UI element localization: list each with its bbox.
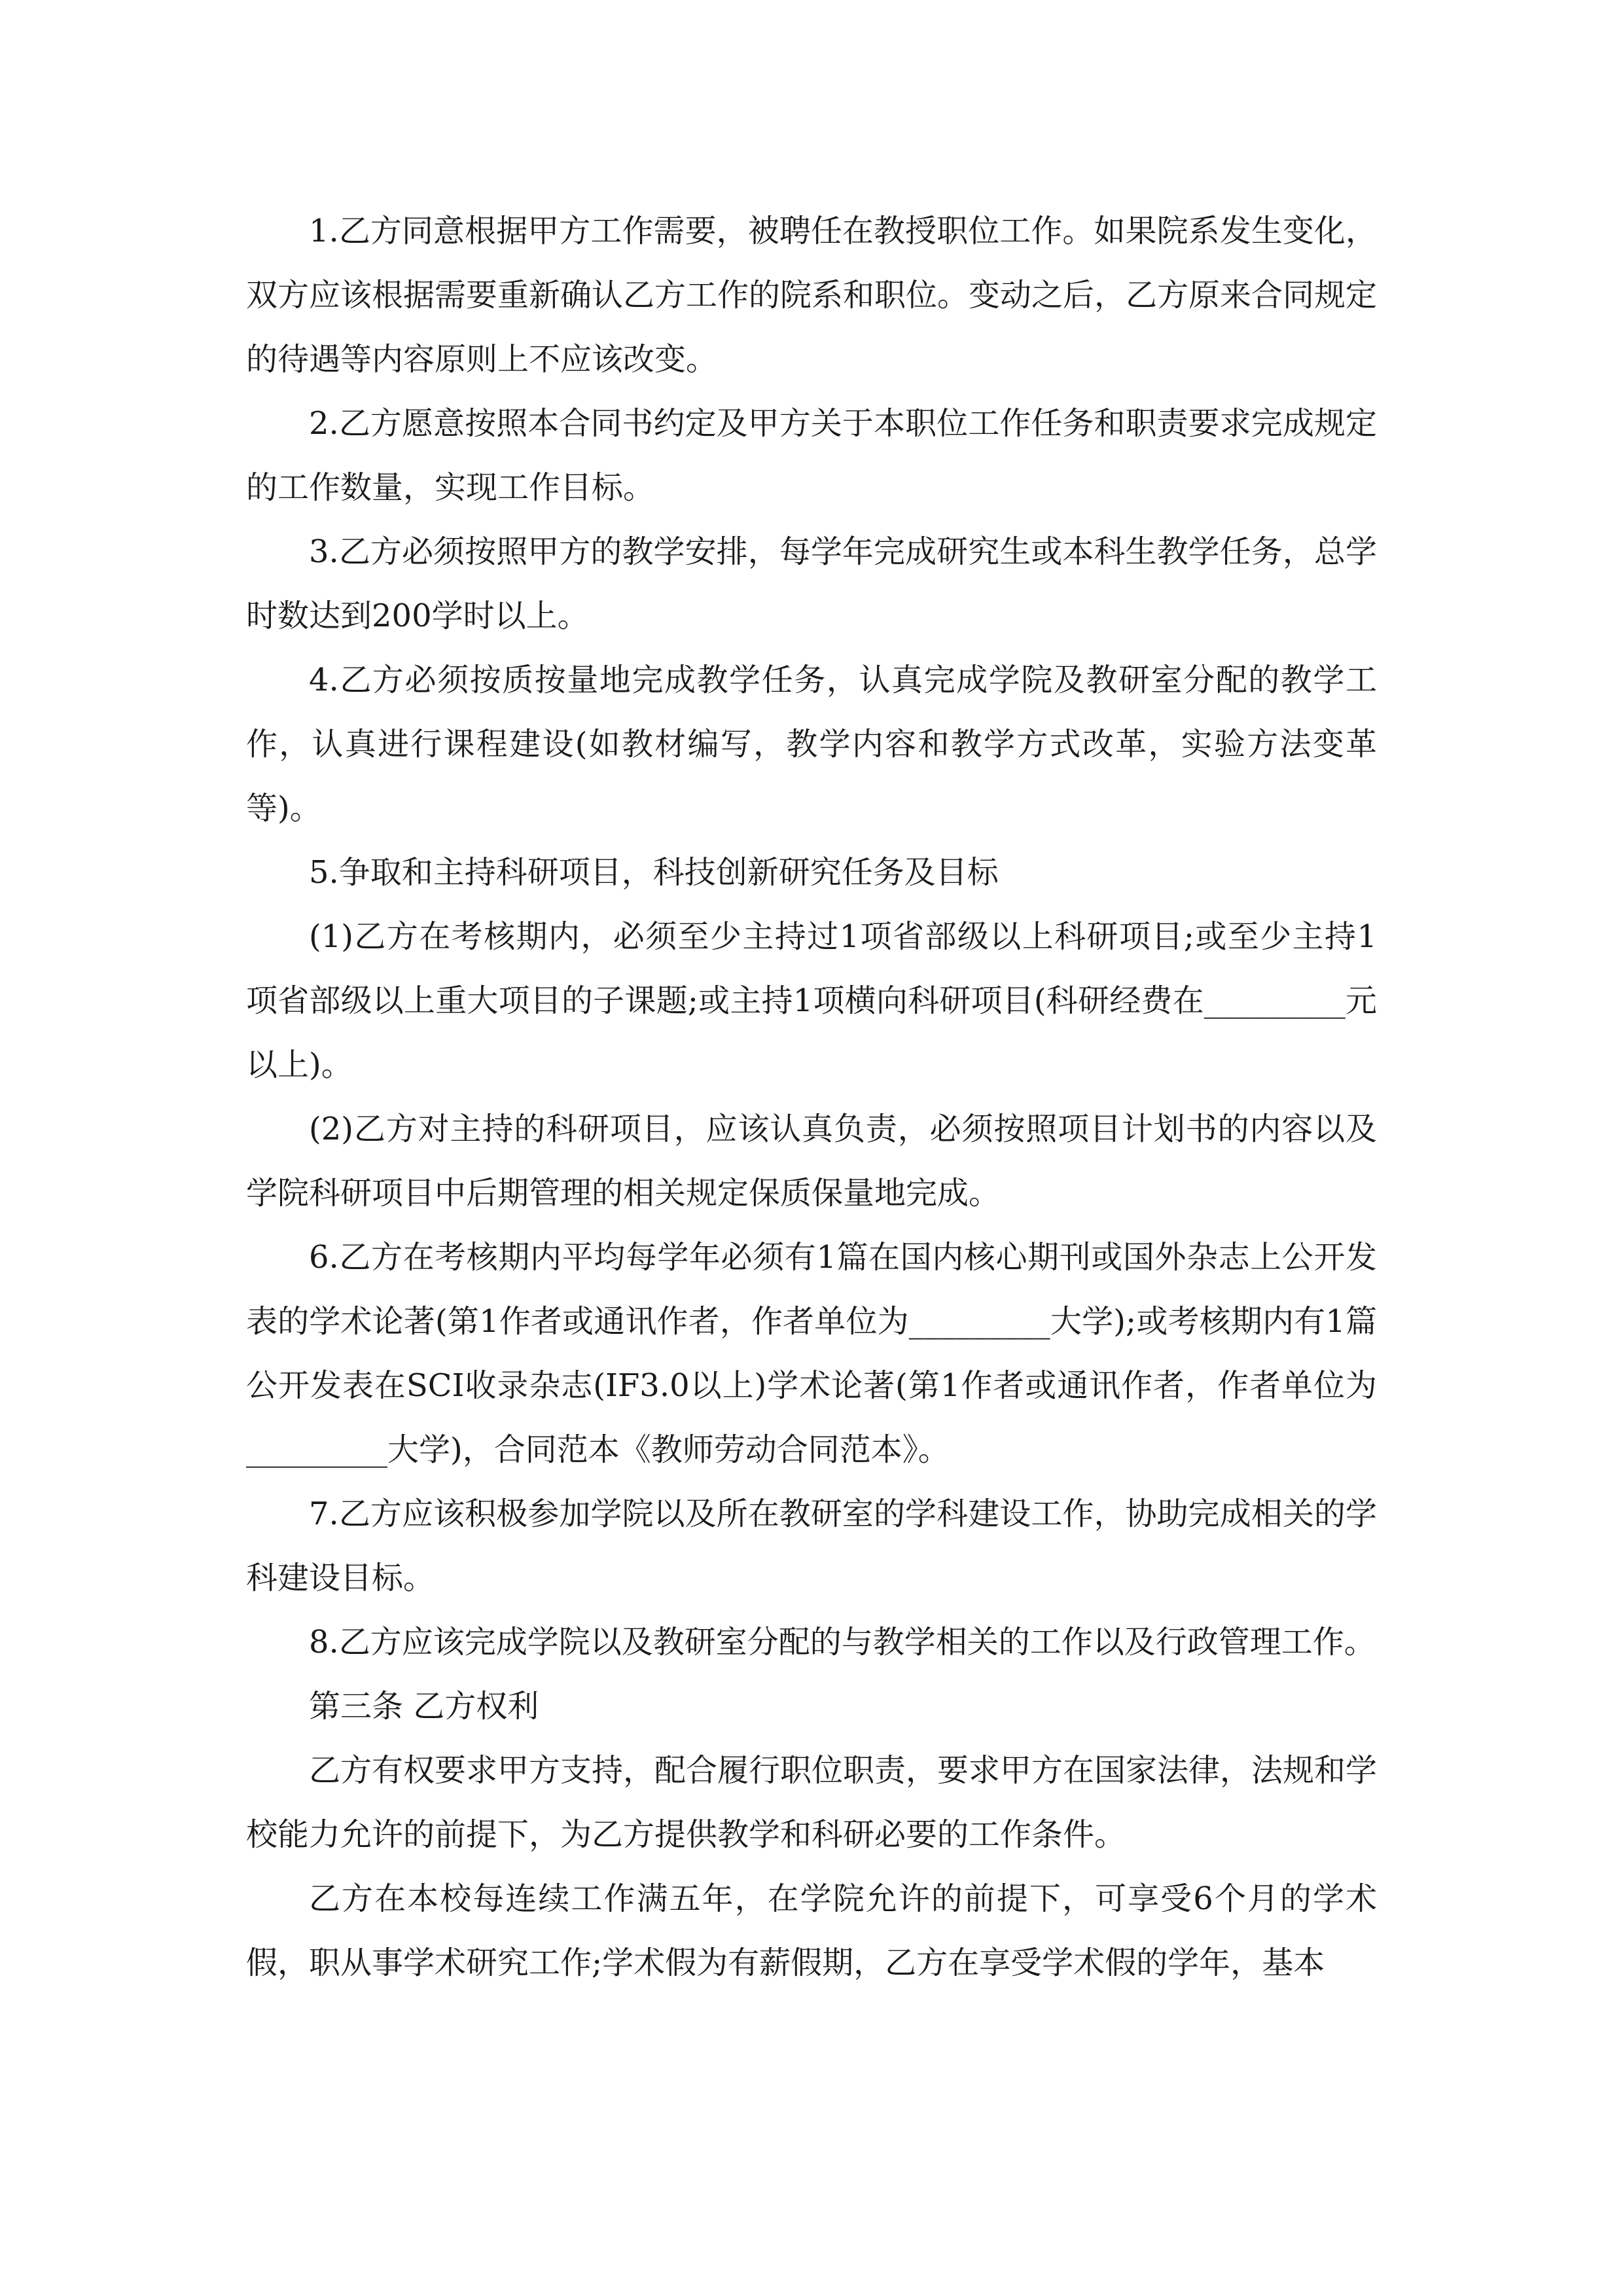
paragraph-7: 7.乙方应该积极参加学院以及所在教研室的学科建设工作，协助完成相关的学科建设目标。	[246, 1496, 1377, 1596]
paragraph-rights-1: 乙方有权要求甲方支持，配合履行职位职责，要求甲方在国家法律，法规和学校能力允许的前提下，为乙方提供教学和科研必要的工作条件。	[246, 1752, 1378, 1853]
paragraph-4: 4.乙方必须按质按量地完成教学任务，认真完成学院及教研室分配的教学工作，认真进行课程建设(如教材编写，教学内容和教学方式改革，实验方法变革等)。	[246, 662, 1377, 827]
paragraph-3: 3.乙方必须按照甲方的教学安排，每学年完成研究生或本科生教学任务，总学时数达到200学时以上。	[246, 533, 1377, 634]
paragraph-1: 1.乙方同意根据甲方工作需要，被聘任在教授职位工作。如果院系发生变化，双方应该根据需要重新确认乙方工作的院系和职位。变动之后，乙方原来合同规定的待遇等内容原则上不应该改变。	[246, 213, 1378, 378]
paragraph-6: 6.乙方在考核期内平均每学年必须有1篇在国内核心期刊或国外杂志上公开发表的学术论著(第1作者或通讯作者，作者单位为_________大学);或考核期内有1篇公开发表在SCI收录杂志(IF3.0以上)学术论著(第1作者或通讯作者，作者单位为_________大学)，合同范本《教师劳动合同范本》。	[246, 1239, 1377, 1468]
section-heading-article-3: 第三条 乙方权利	[309, 1688, 539, 1725]
paragraph-8: 8.乙方应该完成学院以及教研室分配的与教学相关的工作以及行政管理工作。	[309, 1624, 1376, 1660]
paragraph-5-1: (1)乙方在考核期内，必须至少主持过1项省部级以上科研项目;或至少主持1项省部级以上重大项目的子课题;或主持1项横向科研项目(科研经费在_________元以上)。	[246, 918, 1377, 1083]
paragraph-2: 2.乙方愿意按照本合同书约定及甲方关于本职位工作任务和职责要求完成规定的工作数量，实现工作目标。	[246, 405, 1377, 506]
paragraph-5: 5.争取和主持科研项目，科技创新研究任务及目标	[309, 854, 999, 891]
paragraph-rights-2: 乙方在本校每连续工作满五年，在学院允许的前提下，可享受6个月的学术假，职从事学术研究工作;学术假为有薪假期，乙方在享受学术假的学年，基本	[246, 1880, 1377, 1981]
paragraph-5-2: (2)乙方对主持的科研项目，应该认真负责，必须按照项目计划书的内容以及学院科研项目中后期管理的相关规定保质保量地完成。	[246, 1111, 1377, 1211]
document-body	[246, 199, 1377, 1995]
